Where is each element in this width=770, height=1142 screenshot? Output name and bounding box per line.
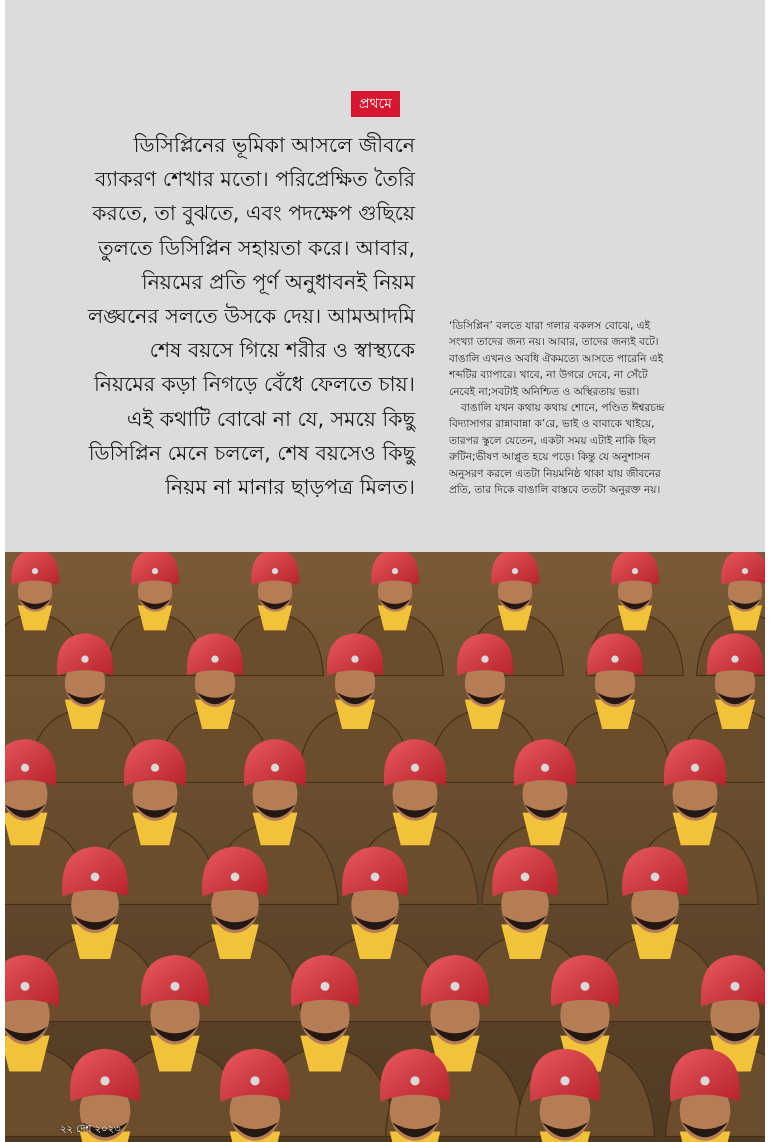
turban-badge (231, 873, 240, 882)
turban-badge (21, 764, 29, 772)
section-tag: প্রথমে (351, 91, 400, 117)
side-text-line: প্রতি, তার দিকে বাঙালি বাস্তবে ততটা অনুরক্ত নয়। (449, 484, 661, 497)
turban-badge (21, 982, 30, 991)
pull-quote-line: নিয়মের কড়া নিগড়ে বেঁধে ফেলতে চায়। (93, 372, 415, 397)
side-text-line: তারপর স্কুলে যেতেন, একটা সময় এটাই নাকি ছিল (449, 434, 656, 447)
turban-badge (32, 568, 38, 574)
turban-badge (152, 568, 158, 574)
turban-badge (512, 568, 518, 574)
pull-quote-line: তুলতে ডিসিপ্লিন সহায়তা করে। আবার, (98, 235, 415, 260)
pull-quote-line: ডিসিপ্লিন মেনে চললে, শেষ বয়সেও কিছু (88, 440, 415, 465)
pull-quote-line: এই কথাটি বোঝে না যে, সময়ে কিছু (126, 406, 415, 431)
turban-badge (171, 982, 180, 991)
turban-badge (250, 1076, 259, 1085)
turban-badge (742, 568, 748, 574)
turban-badge (411, 764, 419, 772)
soldiers-photo (5, 552, 765, 1142)
turban-badge (392, 568, 398, 574)
turban-badge (91, 873, 100, 882)
side-text-line: ‘ডিসিপ্লিন’ বলতে যারা গলার বকলস বোঝে, এই (449, 320, 651, 332)
turban-badge (632, 568, 638, 574)
side-text-line: বাঙালি এখনও অবধি ঐকমত্যে আসতে পারেনি এই (449, 352, 664, 365)
turban-badge (321, 982, 330, 991)
turban-badge (151, 764, 159, 772)
turban-badge (691, 764, 699, 772)
pull-quote-line: করতে, তা বুঝতে, এবং পদক্ষেপ গুছিয়ে (92, 201, 415, 226)
side-text-line: সংখ্যা তাদের জন্য নয়। আবার, তাদের জন্যই বটে। (449, 336, 659, 349)
turban-badge (541, 764, 549, 772)
turban-badge (211, 655, 218, 662)
pull-quote-line: শেষ বয়সে গিয়ে শরীর ও স্বাস্থ্যকে (149, 338, 415, 363)
side-text-line: বিদ্যাসাগর রান্নাবান্না ক’রে, ভাই ও বাবাকে খাইয়ে, (449, 418, 655, 431)
turban-badge (271, 764, 279, 772)
turban (721, 552, 765, 585)
turban-badge (351, 655, 358, 662)
turban-badge (100, 1076, 109, 1085)
turban-badge (560, 1076, 569, 1085)
soldiers-illustration (5, 552, 765, 1142)
pull-quote-line: ব্যাকরণ শেখার মতো। পরিপ্রেক্ষিত তৈরি (94, 167, 415, 192)
turban-badge (410, 1076, 419, 1085)
page-number: ২২ দেশ ২০২৩ (60, 1124, 121, 1135)
side-text-line: রুটিন;ভীষণ আপ্লুত হয়ে পড়ে। কিন্তু যে অনুশাসন (449, 451, 651, 464)
pull-quote-line: নিয়মের প্রতি পূর্ণ অনুধাবনই নিয়ম (141, 269, 415, 294)
turban-badge (451, 982, 460, 991)
turban-badge (700, 1076, 709, 1085)
turban-badge (611, 655, 618, 662)
side-text-line: অনুসরণ করলে এতটা নিয়মনিষ্ঠ থাকা যায় জীবনের (449, 467, 661, 480)
turban-badge (731, 982, 740, 991)
turban-badge (272, 568, 278, 574)
turban-badge (521, 873, 530, 882)
pull-quote-line: ডিসিপ্লিনের ভূমিকা আসলে জীবনে (133, 133, 415, 157)
pull-quote (60, 128, 415, 504)
side-text-line: বাঙালি যখন কথায় কথায় শোনে, পণ্ডিত ঈশ্বরচন্দ্র (461, 402, 665, 415)
turban-badge (651, 873, 660, 882)
turban-badge (371, 873, 380, 882)
side-column-text (449, 318, 722, 498)
turban-badge (481, 655, 488, 662)
side-text-line: শব্দটির ব্যাপারে। খাবে, না উগরে দেবে, না সেঁটে (449, 369, 648, 382)
side-text-line: নেবেই না;সবটাই অনিশ্চিত ও অস্থিরতায় ভরা। (449, 385, 640, 398)
turban-badge (581, 982, 590, 991)
pull-quote-line: নিয়ম না মানার ছাড়পত্র মিলত। (165, 475, 415, 500)
pull-quote-line: লঙ্ঘনের সলতে উসকে দেয়। আমআদমি (87, 304, 415, 329)
turban-badge (731, 655, 738, 662)
turban-badge (81, 655, 88, 662)
